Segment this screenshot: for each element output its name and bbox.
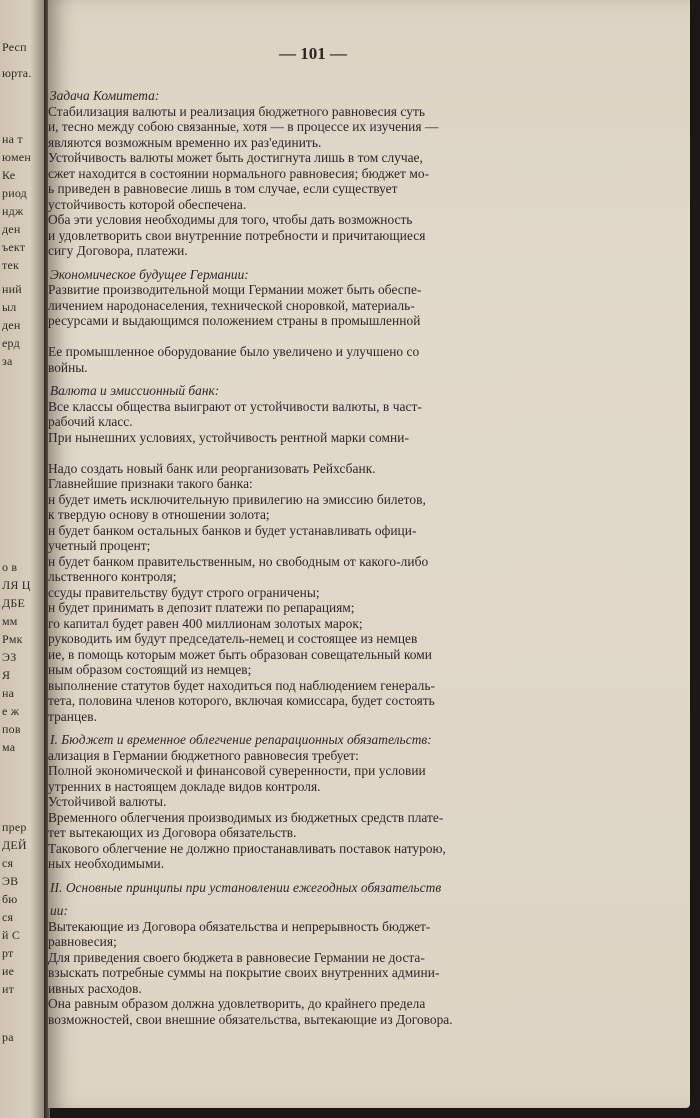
text-line: ресурсами и выдающимся положением страны в промышленной <box>48 313 421 328</box>
left-page-fragment: ся <box>2 856 14 870</box>
left-page-fragment: ра <box>2 1030 14 1044</box>
text-line: н будет принимать в депозит платежи по репарациям; <box>48 600 355 615</box>
left-page-fragment: Я <box>2 668 11 682</box>
text-line: Надо создать новый банк или реорганизовать Рейхсбанк. <box>48 460 376 476</box>
text-line: тет вытекающих из Договора обязательств. <box>48 825 297 840</box>
left-page-fragment: ден <box>2 318 21 332</box>
section-heading: Задача Комитета: <box>50 88 160 103</box>
text-line: Полной экономической и финансовой суверенности, при условии <box>48 763 426 778</box>
left-page-fragment: прер <box>2 820 27 834</box>
section-heading: II. Основные принципы при установлении ежегодных обязательств <box>50 879 442 895</box>
text-line: взыскать потребные суммы на покрытие своих внутренних админи- <box>48 965 440 980</box>
text-line: Все классы общества выиграют от устойчивости валюты, в част- <box>48 398 422 414</box>
text-line: являются возможным временно их раз'единить. <box>48 134 322 150</box>
text-line: личением народонаселения, технической сноровкой, материаль- <box>48 297 415 313</box>
text-line: ь приведен в равновесие лишь в том случае, если существует <box>48 181 398 196</box>
text-line: возможностей, свои внешние обязательства, вытекающие из Договора. <box>48 1011 453 1027</box>
left-page-fragment: юмен <box>2 150 31 164</box>
left-page-fragment: за <box>2 354 13 368</box>
text-line: Такового облегчение не должно приостанавливать поставок натурою, <box>48 840 446 856</box>
left-page-fragment: ерд <box>2 336 20 350</box>
text-line: н будет банком остальных банков и будет устанавливать офици- <box>48 522 417 538</box>
left-page-fragment: о в <box>2 560 18 574</box>
text-line: ие, в помощь которым может быть образован совещательный коми <box>48 646 432 662</box>
text-line: льственного контроля; <box>48 569 177 584</box>
text-line: ивных расходов. <box>48 980 142 996</box>
left-page-fragment: ма <box>2 740 16 754</box>
left-page-fragment: ит <box>2 982 15 996</box>
text-line: ных необходимыми. <box>48 856 165 871</box>
left-page-fragment: бю <box>2 892 18 906</box>
text-line: Вытекающие из Договора обязательства и непрерывность бюджет- <box>48 918 431 934</box>
section-heading: I. Бюджет и временное облегчение репарационных обязательств: <box>50 732 432 747</box>
left-page-fragment: ЭВ <box>2 874 19 888</box>
text-line: Она равным образом должна удовлетворить, до крайнего предела <box>48 996 426 1011</box>
page-number: — 101 — <box>279 44 347 63</box>
left-page-fragment: ндж <box>2 204 24 218</box>
text-line: ализация в Германии бюджетного равновесия требует: <box>48 747 359 763</box>
left-page-fragment: ъект <box>2 240 26 254</box>
left-page-fragment: тек <box>2 258 20 272</box>
left-page-fragment: Рмк <box>2 632 23 646</box>
text-line: руководить им будут председатель-немец и состоящее из немцев <box>48 631 418 646</box>
left-page-fragment: ДБЕ <box>2 596 26 610</box>
text-line: войны. <box>48 359 88 375</box>
left-page-fragment: ие <box>2 964 15 978</box>
left-page-fragment: ден <box>2 222 21 236</box>
section-heading: ии: <box>50 903 68 918</box>
text-line: учетный процент; <box>48 538 151 553</box>
section-heading: Экономическое будущее Германии: <box>50 266 249 282</box>
text-line: устойчивость которой обеспечена. <box>48 196 247 212</box>
text-line: Главнейшие признаки такого банка: <box>48 476 253 491</box>
left-page-fragment: ЭЗ <box>2 650 17 664</box>
text-line: При нынешних условиях, устойчивость рентной марки сомни- <box>48 429 409 445</box>
text-line: Устойчивой валюты. <box>48 794 167 809</box>
text-line: транцев. <box>48 708 97 724</box>
text-line <box>48 445 584 461</box>
text-line: н будет банком правительственным, но свободным от какого-либо <box>48 553 429 569</box>
left-page-fragment: на т <box>2 132 23 146</box>
text-line: Оба эти условия необходимы для того, чтобы дать возможность <box>48 212 413 227</box>
text-line: Для приведения своего бюджета в равновесие Германии не доста- <box>48 949 425 965</box>
left-page-fragment: мм <box>2 614 18 628</box>
text-line: равновесия; <box>48 934 117 949</box>
text-line: утренних в настоящем докладе видов контроля. <box>48 778 321 794</box>
left-page-fragment: на <box>2 686 15 700</box>
text-line: и удовлетворить свои внутренние потребности и причитающиеся <box>48 227 426 243</box>
text-line: Стабилизация валюты и реализация бюджетного равновесия суть <box>48 103 426 119</box>
left-page-fragment: ЛЯ Ц <box>2 578 31 592</box>
left-page-fragment: ыл <box>2 300 17 314</box>
left-page-fragment: юрта. <box>2 66 32 80</box>
text-line <box>48 329 584 345</box>
text-line: сжет находится в состоянии нормального равновесия; бюджет мо- <box>48 165 430 181</box>
text-line: сигу Договора, платежи. <box>48 243 188 258</box>
left-page-fragment: Ке <box>2 168 16 182</box>
left-page-fragment: ний <box>2 282 22 296</box>
left-page-fragment: е ж <box>2 704 20 718</box>
text-line: Развитие производительной мощи Германии может быть обеспе- <box>48 282 422 297</box>
text-line: н будет иметь исключительную привилегию на эмиссию билетов, <box>48 491 426 507</box>
left-page-edge <box>0 0 46 1118</box>
text-line: к твердую основу в отношении золота; <box>48 507 270 522</box>
text-line: ным образом состоящий из немцев; <box>48 662 252 677</box>
left-page-fragment: Респ <box>2 40 27 54</box>
text-line: рабочий класс. <box>48 414 133 429</box>
text-line: Временного облегчения производимых из бюджетных средств плате- <box>48 809 444 825</box>
right-page <box>48 0 690 1108</box>
text-line: тета, половина членов которого, включая комиссара, будет состоять <box>48 693 435 708</box>
text-line: выполнение статутов будет находиться под наблюдением генераль- <box>48 677 436 693</box>
left-page-fragment: пов <box>2 722 21 736</box>
text-line: го капитал будет равен 400 миллионам золотых марок; <box>48 615 363 631</box>
left-page-fragment: риод <box>2 186 27 200</box>
text-line: ссуды правительству будут строго ограничены; <box>48 584 320 600</box>
text-line: Устойчивость валюты может быть достигнута лишь в том случае, <box>48 150 423 165</box>
left-page-fragment: ДЕЙ <box>2 838 27 852</box>
left-page-fragment: ся <box>2 910 14 924</box>
text-line: и, тесно между собою связанные, хотя — в процессе их изучения — <box>48 119 439 134</box>
left-page-fragment: й С <box>2 928 21 942</box>
section-heading: Валюта и эмиссионный банк: <box>50 383 220 398</box>
left-page-fragment: рт <box>2 946 14 960</box>
text-line: Ее промышленное оборудование было увеличено и улучшено со <box>48 344 420 359</box>
page-text <box>48 88 584 1027</box>
